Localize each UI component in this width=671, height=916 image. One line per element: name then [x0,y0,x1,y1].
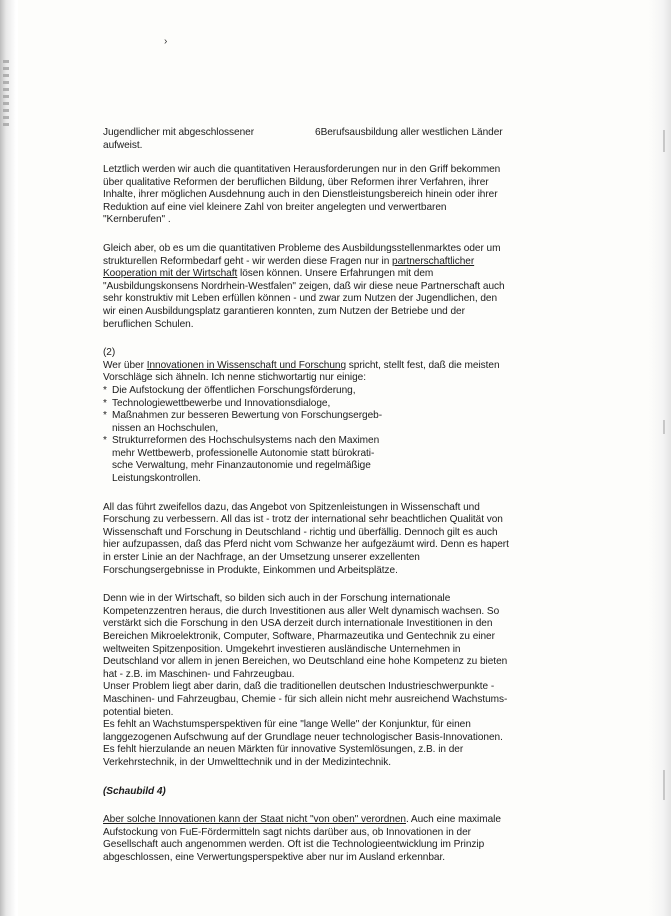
page-mark: › [164,36,168,47]
text-line: Technologiewettbewerbe und Innovationsdialoge, [112,397,331,409]
text-line: über qualitative Reformen der beruflichen Bildung, über Reformen ihrer Verfahren, ihrer [103,176,489,188]
paragraph-1 [103,164,543,227]
text-line: "Kernberufen" . [103,214,171,226]
scan-edge-left [0,0,18,916]
text-line: abgeschlossen, eine Verwertungsperspektive aber nur im Ausland erkennbar. [103,851,445,863]
text-line: Gesellschaft auch angenommen werden. Oft ist die Technologieentwicklung im Prinzip [103,839,485,851]
text-line: Inhalte, ihrer möglichen Ausdehnung auch in den Dienstleistungsbereich hinein oder ihrer [103,189,498,201]
underlined-phrase: partnerschaftlicher [392,255,475,267]
text-line: Maßnahmen zur besseren Bewertung von Forschungsergeb- [112,410,383,422]
text-line [103,814,543,827]
text-line: Kompetenzzentren heraus, die durch Investitionen aus aller Welt dynamisch wachsen. So [103,605,500,617]
text-line: Deutschland vor allem in jenen Bereichen, wo Deutschland eine hohe Kompetenz zu bieten [103,656,508,668]
paragraph-6 [103,814,543,864]
list-item [103,435,543,485]
text-line: Es fehlt an Wachstumsperspektiven für eine "lange Welle" der Konjunktur, für einen [103,719,471,731]
text-line [103,256,543,269]
text-line: Vorschläge sich ähneln. Ich nenne stichwortartig nur einige: [103,372,366,384]
text-line: hier aufzupassen, daß das Pferd nicht vom Schwanze her aufgezäumt wird. Denn es hapert [103,539,509,551]
scan-edge-right [649,0,671,916]
text-line: mehr Wettbewerb, professionelle Autonomie statt bürokrati- [112,447,375,459]
text-line: sehr konstruktiv mit Leben erfüllen können - und zwar zum Nutzen der Jugendlichen, den [103,293,498,305]
text-line: Verkehrstechnik, in der Umwelttechnik und in der Medizintechnik. [103,756,391,768]
text-line: Forschungsergebnisse in Produkte, Einkommen und Arbeitsplätze. [103,564,398,576]
text-line: Wissenschaft und Forschung in Deutschland - richtig und überfällig. Dennoch gilt es auch [103,526,498,538]
top-right-text: 6Berufsausbildung aller westlichen Länder [315,127,503,138]
text-line: aufweist. [103,139,143,151]
scan-edge-marks [3,60,9,130]
list-item [103,410,543,435]
text-run: spricht, stellt fest, daß die meisten [346,359,500,371]
text-line: Leistungskontrollen. [112,473,201,485]
text-line: langgezogenen Aufschwung auf der Grundlage neuer technologischer Basis-Innovationen. [103,731,503,743]
text-line: Strukturreformen des Hochschulsystems nach den Maximen [112,435,380,447]
list-item [103,385,543,398]
bullet-mark: * [103,435,107,447]
top-fragment [103,127,543,153]
text-line: beruflichen Schulen. [103,318,194,330]
text-line: Gleich aber, ob es um die quantitativen Probleme des Ausbildungsstellenmarktes oder um [103,242,501,254]
text-line: in erster Linie an der Nachfrage, an der Umsetzung unserer exzellenten [103,552,420,564]
text-line: sche Verwaltung, mehr Finanzautonomie und regelmäßige [112,460,371,472]
text-line: Unser Problem liegt aber darin, daß die traditionellen deutschen Industrieschwerpunkte - [103,681,495,693]
text-line: Die Aufstockung der öffentlichen Forschungsförderung, [112,384,356,396]
text-line: Reduktion auf eine viel kleinere Zahl von breiter angelegten und verwertbaren [103,201,447,213]
text-line: verstärkt sich die Forschung in den USA derzeit durch internationale Investitionen in den [103,618,493,630]
top-left-text [103,127,313,152]
section-number: (2) [103,347,116,359]
text-line: hat - z.B. im Maschinen- und Fahrzeugbau. [103,668,295,680]
document-body [103,127,543,865]
underlined-phrase: Kooperation mit der Wirtschaft [103,268,238,280]
text-line: Jugendlicher mit abgeschlossener [103,127,255,138]
underlined-phrase: Aber solche Innovationen kann der Staat nicht "von oben" verordnen [103,814,406,826]
text-run: . Auch eine maximale [405,814,501,826]
paragraph-5 [103,593,543,769]
text-line: Forschung zu verbessern. All das ist - trotz der international sehr beachtlichen Qualität von [103,514,503,526]
underlined-phrase: Innovationen in Wissenschaft und Forschung [146,359,347,371]
text-line [103,360,543,373]
bullet-mark: * [103,384,107,396]
text-line: All das führt zweifellos dazu, das Angebot von Spitzenleistungen in Wissenschaft und [103,501,480,513]
text-line: "Ausbildungskonsens Nordrhein-Westfalen" zeigen, daß wir diese neue Partnerschaft auch [103,280,505,292]
text-line: weltweiten Spitzenposition. Umgekehrt investieren ausländische Unternehmen in [103,643,461,655]
scan-speck [663,770,665,800]
scan-speck [663,130,665,152]
paragraph-2 [103,243,543,331]
bullet-list [103,385,543,486]
text-line: Denn wie in der Wirtschaft, so bilden sich auch in der Forschung internationale [103,593,451,605]
text-line: Letztlich werden wir auch die quantitativen Herausforderungen nur in den Griff bekommen [103,164,501,175]
text-line: potential bieten. [103,706,174,718]
bullet-mark: * [103,410,107,422]
text-line: Maschinen- und Fahrzeugbau, Chemie - für sich allein nicht mehr ausreichend Wachstums- [103,693,508,705]
paragraph-3 [103,360,543,385]
text-line: nissen an Hochschulen, [112,422,219,434]
text-run: strukturellen Reformbedarf geht - wir werden diese Fragen nur in [103,255,393,267]
text-line: wir einen Ausbildungsplatz garantieren konnten, zum Nutzen der Betriebe und der [103,305,465,317]
text-line: Es fehlt hierzulande an neuen Märkten für innovative Systemlösungen, z.B. in der [103,744,464,756]
text-line: Aufstockung von FuE-Fördermitteln sagt nichts darüber aus, ob Innovationen in der [103,826,471,838]
text-run: Wer über [103,359,147,371]
bullet-mark: * [103,397,107,409]
text-run: lösen können. Unsere Erfahrungen mit dem [237,268,434,280]
list-item [103,398,543,411]
scan-speck [663,420,665,434]
paragraph-4 [103,502,543,578]
text-line: Bereichen Mikroelektronik, Computer, Software, Pharmazeutika und Gentechnik zu einer [103,631,495,642]
figure-reference: (Schaubild 4) [103,785,166,797]
text-line [103,268,543,281]
